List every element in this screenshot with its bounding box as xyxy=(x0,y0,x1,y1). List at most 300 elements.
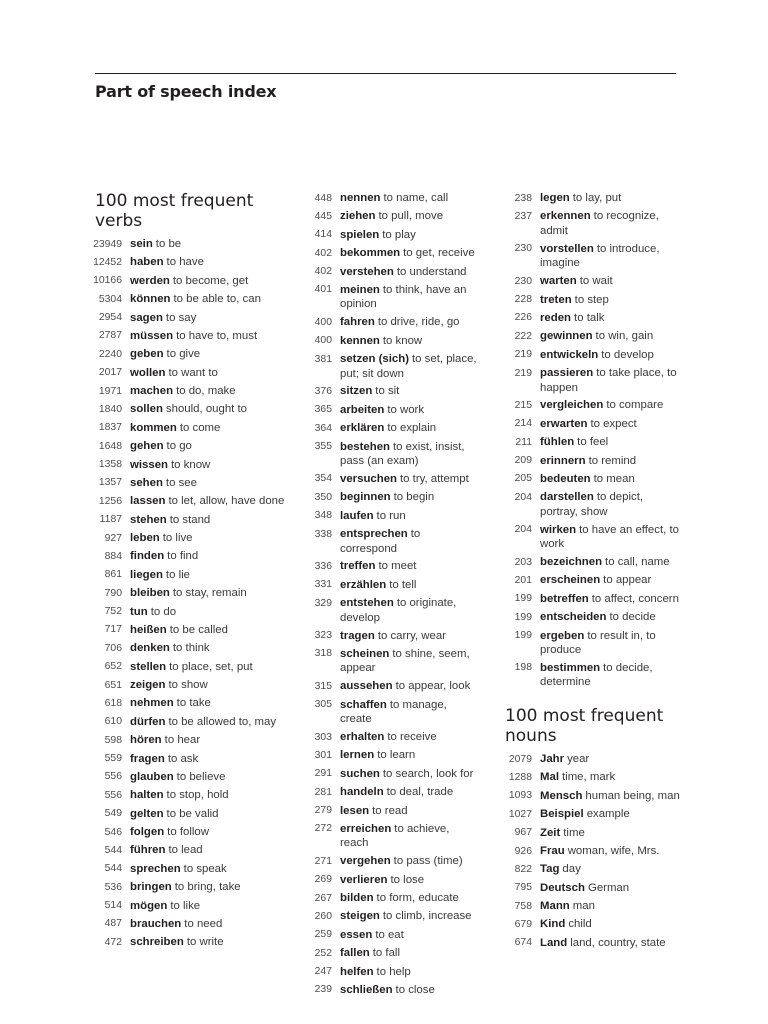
headword: Kind xyxy=(540,918,566,931)
gloss: year xyxy=(567,753,590,766)
frequency-number: 198 xyxy=(514,662,532,674)
entry-text xyxy=(130,715,290,730)
frequency-number: 269 xyxy=(314,874,332,886)
gloss: woman, wife, Mrs. xyxy=(567,844,660,857)
index-entry xyxy=(300,421,480,436)
gloss: to want to xyxy=(168,366,218,379)
index-entry xyxy=(300,647,480,676)
headword: hören xyxy=(130,734,162,747)
gloss: to decide xyxy=(609,611,656,624)
index-entry xyxy=(300,315,480,330)
index-entry xyxy=(90,255,290,270)
gloss: to like xyxy=(170,899,201,912)
headword: lesen xyxy=(340,804,370,817)
gloss: German xyxy=(587,881,630,894)
entry-text xyxy=(340,785,480,800)
frequency-number: 472 xyxy=(104,936,122,948)
frequency-number: 267 xyxy=(314,892,332,904)
index-entry xyxy=(300,873,480,888)
gloss: to show xyxy=(168,679,208,691)
index-entry xyxy=(90,843,290,858)
gloss: to lie xyxy=(165,568,190,581)
gloss: to run xyxy=(376,509,406,522)
headword: fühlen xyxy=(540,436,575,449)
index-entry xyxy=(300,965,480,980)
headword: finden xyxy=(130,550,165,563)
headword: schreiben xyxy=(130,936,184,949)
entry-text xyxy=(340,315,480,330)
index-entry xyxy=(90,696,290,711)
gloss: to see xyxy=(165,476,197,489)
index-entry xyxy=(90,788,290,803)
entry-text xyxy=(540,398,680,413)
gloss: to form, educate xyxy=(376,892,459,904)
index-entry xyxy=(300,909,480,924)
headword: müssen xyxy=(130,329,174,342)
frequency-number: 376 xyxy=(314,385,332,397)
headword: gehen xyxy=(130,440,164,453)
frequency-number: 822 xyxy=(514,863,532,875)
entry-text xyxy=(130,568,290,583)
index-entry xyxy=(90,733,290,748)
frequency-number: 549 xyxy=(104,808,122,820)
gloss: to have to, must xyxy=(176,329,258,342)
headword: stellen xyxy=(130,660,167,673)
index-entry xyxy=(300,730,480,745)
frequency-number: 445 xyxy=(314,210,332,222)
frequency-number: 926 xyxy=(514,845,532,857)
gloss: to say xyxy=(165,311,197,324)
index-entry xyxy=(90,899,290,914)
entry-text xyxy=(340,191,480,206)
frequency-number: 679 xyxy=(514,919,532,931)
gloss: to be allowed to, may xyxy=(168,715,277,728)
index-entry xyxy=(90,917,290,932)
entry-text xyxy=(540,844,680,859)
frequency-number: 199 xyxy=(514,630,532,642)
gloss: day xyxy=(562,863,581,876)
entry-text xyxy=(130,623,290,638)
entry-text xyxy=(340,246,480,261)
entry-text xyxy=(340,647,480,676)
entry-text xyxy=(130,549,290,564)
headword: dürfen xyxy=(130,715,166,728)
gloss: to decide, determine xyxy=(540,661,653,689)
gloss: to remind xyxy=(588,454,637,467)
entry-text xyxy=(130,899,290,914)
headword: legen xyxy=(540,192,570,204)
frequency-number: 2240 xyxy=(98,348,122,360)
entry-text xyxy=(340,698,480,727)
headword: wollen xyxy=(130,366,166,379)
index-entry xyxy=(500,555,680,570)
entry-text xyxy=(540,329,680,344)
index-entry xyxy=(300,698,480,727)
frequency-number: 336 xyxy=(314,560,332,572)
headword: betreffen xyxy=(540,592,589,605)
gloss: to lead xyxy=(168,844,203,857)
gloss: to sit xyxy=(375,385,400,398)
frequency-number: 279 xyxy=(314,805,332,817)
frequency-number: 401 xyxy=(314,284,332,296)
headword: warten xyxy=(540,275,577,288)
gloss: to shine, seem, appear xyxy=(340,647,470,675)
headword: spielen xyxy=(340,228,380,241)
headword: bestimmen xyxy=(540,661,601,674)
entry-text xyxy=(340,403,480,418)
gloss: to name, call xyxy=(383,192,449,204)
headword: erscheinen xyxy=(540,574,601,587)
gloss: to feel xyxy=(577,436,609,449)
index-entry xyxy=(500,329,680,344)
index-entry xyxy=(90,752,290,767)
index-entry xyxy=(500,293,680,308)
gloss: to exist, insist, pass (an exam) xyxy=(340,440,465,468)
headword: Beispiel xyxy=(540,808,584,821)
headword: aussehen xyxy=(340,680,393,693)
frequency-number: 259 xyxy=(314,929,332,941)
index-entry xyxy=(500,610,680,625)
gloss: to begin xyxy=(393,491,435,504)
index-entry xyxy=(300,559,480,574)
headword: erhalten xyxy=(340,731,385,743)
headword: handeln xyxy=(340,786,384,799)
gloss: to receive xyxy=(387,731,437,743)
headword: heißen xyxy=(130,623,167,636)
index-entry xyxy=(300,822,480,851)
headword: verlieren xyxy=(340,873,388,886)
gloss: to compare xyxy=(606,399,664,412)
index-entry xyxy=(90,439,290,454)
entry-text xyxy=(130,292,290,307)
gloss: to close xyxy=(395,983,435,996)
gloss: to read xyxy=(372,804,408,817)
entry-text xyxy=(540,274,680,289)
index-entry xyxy=(500,592,680,607)
entry-text xyxy=(130,696,290,711)
index-entry xyxy=(500,826,680,841)
headword: treten xyxy=(540,293,572,306)
frequency-number: 1648 xyxy=(98,440,122,452)
frequency-number: 556 xyxy=(104,771,122,783)
headword: stehen xyxy=(130,513,167,526)
entry-text xyxy=(130,255,290,270)
entry-text xyxy=(340,983,480,998)
headword: entsprechen xyxy=(340,528,408,540)
entry-text xyxy=(540,311,680,326)
entry-text xyxy=(130,366,290,381)
entry-text xyxy=(340,767,480,782)
entry-text xyxy=(340,965,480,980)
headword: erwarten xyxy=(540,417,588,430)
headword: kommen xyxy=(130,421,177,434)
index-entry xyxy=(300,928,480,943)
frequency-number: 211 xyxy=(515,436,532,448)
gloss: to eat xyxy=(375,928,404,941)
entry-text xyxy=(540,417,680,432)
index-entry xyxy=(90,568,290,583)
gloss: to have an effect, to work xyxy=(540,523,679,551)
gloss: to follow xyxy=(167,826,209,838)
entry-text xyxy=(540,807,680,822)
headword: kennen xyxy=(340,334,380,347)
gloss: to tell xyxy=(389,578,417,591)
gloss: to search, look for xyxy=(382,767,474,780)
frequency-number: 1288 xyxy=(508,772,532,784)
gloss: to be xyxy=(155,238,182,250)
gloss: to manage, create xyxy=(340,698,447,726)
index-entry xyxy=(500,807,680,822)
index-entry xyxy=(90,641,290,656)
index-entry xyxy=(300,209,480,224)
gloss: to help xyxy=(376,965,411,978)
index-entry xyxy=(300,946,480,961)
index-entry xyxy=(500,789,680,804)
headword: zeigen xyxy=(130,679,166,691)
frequency-number: 967 xyxy=(514,827,532,839)
entry-text xyxy=(340,748,480,763)
frequency-number: 717 xyxy=(104,624,122,636)
headword: vergleichen xyxy=(540,399,604,412)
entry-text xyxy=(130,384,290,399)
gloss: to believe xyxy=(176,770,226,783)
gloss: to become, get xyxy=(172,274,249,287)
index-entry xyxy=(500,770,680,785)
frequency-number: 226 xyxy=(514,312,532,324)
index-entry xyxy=(500,454,680,469)
frequency-number: 514 xyxy=(104,900,122,912)
gloss: to depict, portray, show xyxy=(540,491,644,518)
gloss: to recognize, admit xyxy=(540,210,659,237)
frequency-number: 1027 xyxy=(508,808,532,820)
headword: Tag xyxy=(540,863,560,876)
column-3 xyxy=(500,191,680,954)
frequency-number: 291 xyxy=(314,768,332,780)
headword: sehen xyxy=(130,476,163,489)
gloss: to come xyxy=(179,421,221,434)
index-entry xyxy=(90,292,290,307)
gloss: to think, have an opinion xyxy=(340,283,467,311)
headword: bringen xyxy=(130,881,172,894)
index-entry xyxy=(300,578,480,593)
index-entry xyxy=(90,513,290,528)
index-entry xyxy=(300,679,480,694)
entry-text xyxy=(340,928,480,943)
entry-text xyxy=(340,283,480,312)
entry-text xyxy=(130,586,290,601)
index-entry xyxy=(90,586,290,601)
headword: bedeuten xyxy=(540,472,591,485)
entry-text xyxy=(540,366,680,395)
frequency-number: 1256 xyxy=(98,495,122,507)
gloss: child xyxy=(568,918,592,931)
entry-text xyxy=(130,458,290,473)
gloss: to pass (time) xyxy=(393,855,463,868)
index-entry xyxy=(90,531,290,546)
frequency-number: 305 xyxy=(314,699,332,711)
index-entry xyxy=(300,228,480,243)
frequency-number: 12452 xyxy=(93,256,122,268)
entry-text xyxy=(340,384,480,399)
index-entry xyxy=(500,490,680,519)
gloss: to set, place, put; sit down xyxy=(340,353,477,380)
column-1 xyxy=(90,191,290,954)
index-entry xyxy=(90,347,290,362)
index-entry xyxy=(500,629,680,658)
headword: fragen xyxy=(130,752,165,765)
header-rule xyxy=(95,73,676,74)
gloss: to work xyxy=(387,403,425,416)
headword: bekommen xyxy=(340,247,401,260)
frequency-number: 205 xyxy=(514,473,532,485)
section-heading: 100 most frequent verbs xyxy=(95,191,254,231)
headword: bezeichnen xyxy=(540,556,603,568)
gloss: to do xyxy=(150,605,177,618)
headword: fahren xyxy=(340,316,375,329)
gloss: to live xyxy=(162,532,193,544)
headword: steigen xyxy=(340,910,380,923)
index-entry xyxy=(90,458,290,473)
frequency-number: 544 xyxy=(104,844,122,856)
index-entry xyxy=(300,983,480,998)
gloss: to let, allow, have done xyxy=(168,495,285,508)
entry-text xyxy=(540,454,680,469)
gloss: to result in, to produce xyxy=(540,629,656,657)
index-entry xyxy=(500,917,680,932)
gloss: to write xyxy=(186,936,224,949)
frequency-number: 323 xyxy=(314,630,332,642)
frequency-number: 23949 xyxy=(93,238,122,250)
frequency-number: 315 xyxy=(314,680,332,692)
entry-text xyxy=(130,660,290,675)
gloss: to find xyxy=(167,550,199,563)
index-entry xyxy=(90,384,290,399)
entry-text xyxy=(340,352,480,381)
entry-text xyxy=(340,946,480,961)
gloss: to affect, concern xyxy=(591,592,679,605)
frequency-number: 364 xyxy=(314,422,332,434)
headword: entwickeln xyxy=(540,348,599,361)
headword: passieren xyxy=(540,367,594,379)
index-entry xyxy=(300,785,480,800)
index-entry xyxy=(300,440,480,469)
gloss: to be able to, can xyxy=(173,293,261,306)
frequency-number: 448 xyxy=(314,192,332,204)
index-entry xyxy=(300,246,480,261)
column-2 xyxy=(300,191,480,1001)
headword: brauchen xyxy=(130,917,182,930)
gloss: to take place, to happen xyxy=(540,367,677,394)
index-entry xyxy=(300,767,480,782)
entry-text xyxy=(340,679,480,694)
gloss: human being, man xyxy=(585,789,680,802)
headword: erreichen xyxy=(340,822,392,835)
headword: suchen xyxy=(340,767,380,780)
gloss: to know xyxy=(171,458,211,471)
headword: verstehen xyxy=(340,265,394,278)
gloss: to understand xyxy=(396,265,467,278)
frequency-number: 752 xyxy=(104,606,122,618)
frequency-number: 546 xyxy=(104,826,122,838)
index-entry xyxy=(500,366,680,395)
entry-text xyxy=(340,730,480,745)
gloss: to wait xyxy=(579,275,613,288)
index-entry xyxy=(90,935,290,950)
entry-text xyxy=(540,899,680,914)
gloss: to meet xyxy=(378,560,417,573)
entry-text xyxy=(340,209,480,224)
headword: erinnern xyxy=(540,454,586,467)
index-entry xyxy=(300,854,480,869)
frequency-number: 230 xyxy=(514,275,532,287)
frequency-number: 556 xyxy=(104,789,122,801)
entry-text xyxy=(130,274,290,289)
index-entry xyxy=(500,573,680,588)
headword: wissen xyxy=(130,458,168,471)
entry-text xyxy=(130,311,290,326)
headword: machen xyxy=(130,385,174,397)
headword: Frau xyxy=(540,844,565,857)
frequency-number: 238 xyxy=(514,192,532,204)
entry-text xyxy=(540,490,680,519)
headword: Zeit xyxy=(540,826,561,839)
entry-text xyxy=(540,209,680,238)
frequency-number: 204 xyxy=(514,524,532,536)
gloss: to explain xyxy=(387,422,437,435)
frequency-number: 790 xyxy=(104,587,122,599)
headword: Mal xyxy=(540,771,559,784)
frequency-number: 674 xyxy=(514,937,532,949)
headword: ziehen xyxy=(340,210,376,223)
frequency-number: 329 xyxy=(314,597,332,609)
entry-text xyxy=(340,440,480,469)
entry-text xyxy=(340,472,480,487)
frequency-number: 214 xyxy=(514,418,532,430)
frequency-number: 706 xyxy=(104,642,122,654)
index-entry xyxy=(300,384,480,399)
frequency-number: 199 xyxy=(514,593,532,605)
gloss: to develop xyxy=(601,348,654,361)
entry-text xyxy=(130,678,290,693)
index-entry xyxy=(500,398,680,413)
index-entry xyxy=(300,596,480,625)
entry-text xyxy=(340,559,480,574)
headword: erklären xyxy=(340,422,385,435)
headword: nehmen xyxy=(130,697,174,710)
index-entry xyxy=(500,417,680,432)
frequency-number: 758 xyxy=(514,900,532,912)
entry-text xyxy=(540,752,680,767)
index-entry xyxy=(500,881,680,896)
gloss: to mean xyxy=(593,472,635,485)
headword: können xyxy=(130,293,171,306)
frequency-number: 795 xyxy=(514,882,532,894)
index-entry xyxy=(90,237,290,252)
frequency-number: 209 xyxy=(514,455,532,467)
frequency-number: 1187 xyxy=(99,514,122,526)
frequency-number: 927 xyxy=(104,532,122,544)
headword: laufen xyxy=(340,509,374,522)
gloss: to be valid xyxy=(166,807,219,820)
headword: vorstellen xyxy=(540,242,594,255)
frequency-number: 1837 xyxy=(98,422,122,434)
gloss: to carry, wear xyxy=(377,629,446,642)
index-entry xyxy=(90,549,290,564)
headword: gewinnen xyxy=(540,330,593,343)
entry-text xyxy=(130,733,290,748)
gloss: to do, make xyxy=(176,385,236,397)
frequency-number: 402 xyxy=(314,266,332,278)
